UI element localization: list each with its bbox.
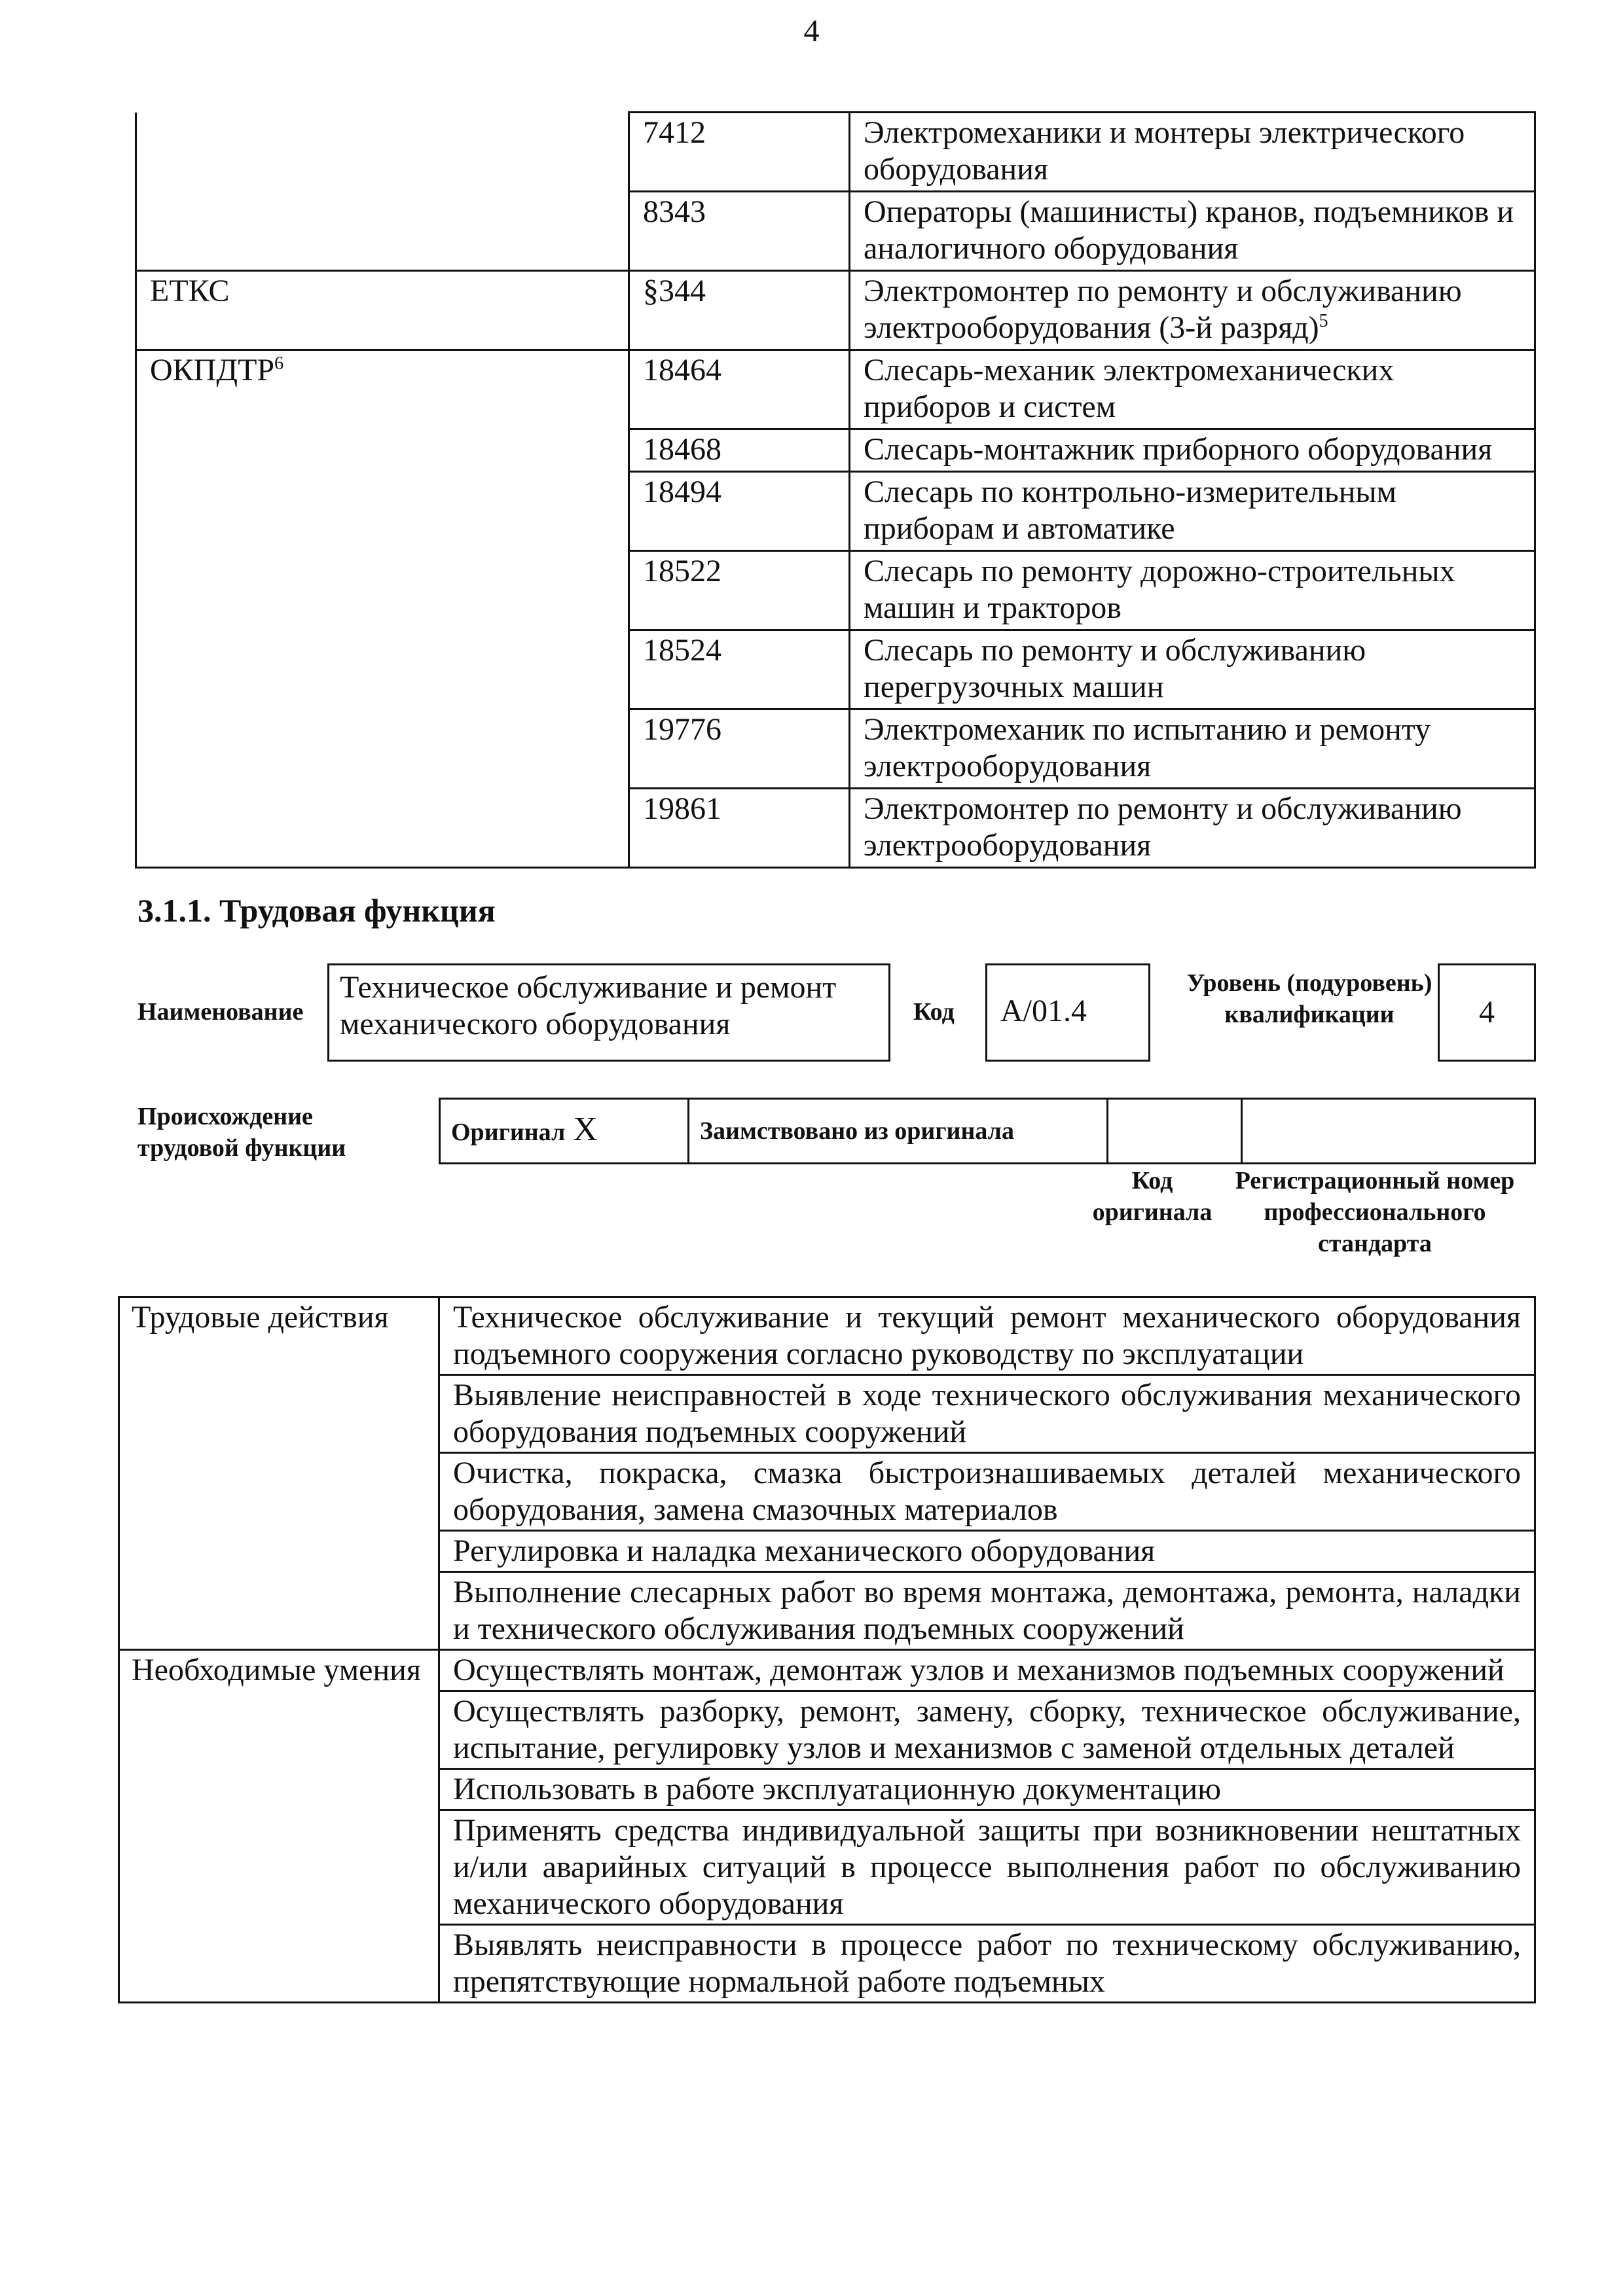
code-cell: 18464 [629, 350, 850, 429]
actions-table-row [119, 1810, 1535, 1925]
occupation-name-text: Слесарь по контрольно-измерительным приборам и автоматике [864, 475, 1397, 546]
item-cell: Техническое обслуживание и текущий ремонт механического оборудования подъемного сооружения согласно руководству по эксплуатации [439, 1297, 1535, 1375]
item-cell: Выявлять неисправности в процессе работ по техническому обслуживанию, препятствующие нормальной работе подъемных [439, 1925, 1535, 2003]
code-cell: 18524 [629, 630, 850, 709]
source-text: ЕТКС [150, 274, 230, 308]
occupation-name-text: Слесарь по ремонту и обслуживанию перегрузочных машин [864, 633, 1366, 704]
section-title: 3.1.1. Трудовая функция [137, 892, 496, 929]
item-cell: Регулировка и наладка механического оборудования [439, 1531, 1535, 1572]
codes-table-row [136, 350, 1535, 429]
occupation-name-cell [850, 709, 1535, 789]
group-header-cell [119, 1925, 439, 2003]
origin-reg-number-cell [1242, 1099, 1535, 1164]
occupation-name-text: Операторы (машинисты) кранов, подъемников и аналогичного оборудования [864, 194, 1514, 266]
source-cell [136, 429, 629, 472]
actions-table-row [119, 1925, 1535, 2003]
source-cell [136, 551, 629, 630]
borrowed-label: Заимствовано из оригинала [700, 1117, 1014, 1145]
group-header-cell [119, 1375, 439, 1453]
occupation-name-cell [850, 551, 1535, 630]
codes-table-row [136, 271, 1535, 350]
function-code-field: А/01.4 [985, 963, 1150, 1062]
qualification-level-field: 4 [1438, 963, 1536, 1062]
occupation-name-cell [850, 789, 1535, 868]
codes-table-row [136, 472, 1535, 551]
codes-table-row [136, 551, 1535, 630]
occupation-name-cell [850, 271, 1535, 350]
footnote-marker: 5 [1319, 311, 1328, 331]
group-header-cell: Трудовые действия [119, 1297, 439, 1375]
codes-table-row [136, 113, 1535, 192]
actions-table-row [119, 1572, 1535, 1650]
item-cell: Осуществлять монтаж, демонтаж узлов и механизмов подъемных сооружений [439, 1650, 1535, 1691]
occupation-name-text: Электромонтер по ремонту и обслуживанию электрооборудования (3-й разряд) [864, 274, 1462, 345]
source-cell [136, 271, 629, 350]
occupation-name-cell [850, 472, 1535, 551]
code-cell: §344 [629, 271, 850, 350]
group-header-cell [119, 1572, 439, 1650]
item-cell: Выполнение слесарных работ во время монтажа, демонтажа, ремонта, наладки и технического обслуживания подъемных сооружений [439, 1572, 1535, 1650]
code-cell: 18468 [629, 429, 850, 472]
code-cell: 7412 [629, 113, 850, 192]
origin-borrowed-cell [689, 1099, 1108, 1164]
page-number: 4 [803, 14, 820, 48]
item-cell: Очистка, покраска, смазка быстроизнашиваемых деталей механического оборудования, замена смазочных материалов [439, 1453, 1535, 1531]
origin-label: Происхождение трудовой функции [137, 1103, 346, 1162]
code-cell: 8343 [629, 192, 850, 271]
source-cell [136, 789, 629, 868]
codes-table-row [136, 789, 1535, 868]
occupation-name-cell [850, 350, 1535, 429]
occupation-name-cell [850, 113, 1535, 192]
item-cell: Выявление неисправностей в ходе технического обслуживания механического оборудования подъемных сооружений [439, 1375, 1535, 1453]
source-cell [136, 630, 629, 709]
function-name-field: Техническое обслуживание и ремонт механического оборудования [327, 963, 890, 1062]
codes-table-row [136, 192, 1535, 271]
code-cell: 18494 [629, 472, 850, 551]
codes-table [135, 111, 1536, 869]
reg-number-label: Регистрационный номер профессионального стандарта [1235, 1167, 1515, 1257]
codes-table-row [136, 630, 1535, 709]
occupation-name-cell [850, 429, 1535, 472]
occupation-name-text: Слесарь по ремонту дорожно-строительных машин и тракторов [864, 554, 1455, 625]
group-header-cell [119, 1810, 439, 1925]
occupation-name-text: Слесарь-механик электромеханических приборов и систем [864, 353, 1395, 424]
source-text: ОКПДТР [150, 353, 275, 387]
group-header-cell [119, 1453, 439, 1531]
item-cell: Использовать в работе эксплуатационную документацию [439, 1769, 1535, 1810]
actions-table-row [119, 1531, 1535, 1572]
occupation-name-text: Слесарь-монтажник приборного оборудования [864, 432, 1493, 467]
code-cell: 18522 [629, 551, 850, 630]
origin-table [439, 1098, 1536, 1164]
name-label: Наименование [137, 998, 304, 1026]
source-cell [136, 192, 629, 271]
group-header-cell [119, 1531, 439, 1572]
code-cell: 19861 [629, 789, 850, 868]
footnote-marker: 6 [274, 353, 284, 374]
origin-code-cell [1108, 1099, 1242, 1164]
code-label: Код [913, 998, 955, 1026]
original-mark: X [573, 1111, 598, 1148]
occupation-name-text: Электромонтер по ремонту и обслуживанию электрооборудования [864, 791, 1462, 863]
origin-original-cell [440, 1099, 689, 1164]
occupation-name-cell [850, 192, 1535, 271]
occupation-name-text: Электромеханик по испытанию и ремонту электрооборудования [864, 712, 1431, 783]
actions-table-row [119, 1375, 1535, 1453]
occupation-name-cell [850, 630, 1535, 709]
code-cell: 19776 [629, 709, 850, 789]
code-of-original-label: Код оригинала [1092, 1167, 1213, 1226]
codes-table-row [136, 429, 1535, 472]
occupation-name-text: Электромеханики и монтеры электрического оборудования [864, 115, 1465, 187]
group-header-cell: Необходимые умения [119, 1650, 439, 1691]
item-cell: Применять средства индивидуальной защиты при возникновении нештатных и/или аварийных ситуаций в процессе выполнения работ по обслуживанию механического оборудования [439, 1810, 1535, 1925]
actions-table-row [119, 1691, 1535, 1769]
codes-table-row [136, 709, 1535, 789]
actions-table-row [119, 1769, 1535, 1810]
source-cell [136, 472, 629, 551]
group-header-cell [119, 1691, 439, 1769]
group-header-cell [119, 1769, 439, 1810]
actions-table-row [119, 1297, 1535, 1375]
actions-table-row [119, 1453, 1535, 1531]
source-cell [136, 350, 629, 429]
original-label: Оригинал [451, 1119, 566, 1146]
item-cell: Осуществлять разборку, ремонт, замену, сборку, техническое обслуживание, испытание, регулировку узлов и механизмов с заменой отдельных деталей [439, 1691, 1535, 1769]
source-cell [136, 113, 629, 192]
source-cell [136, 709, 629, 789]
actions-table-row [119, 1650, 1535, 1691]
qualification-level-label: Уровень (подуровень) квалификации [1186, 969, 1432, 1028]
actions-table [118, 1296, 1536, 2003]
